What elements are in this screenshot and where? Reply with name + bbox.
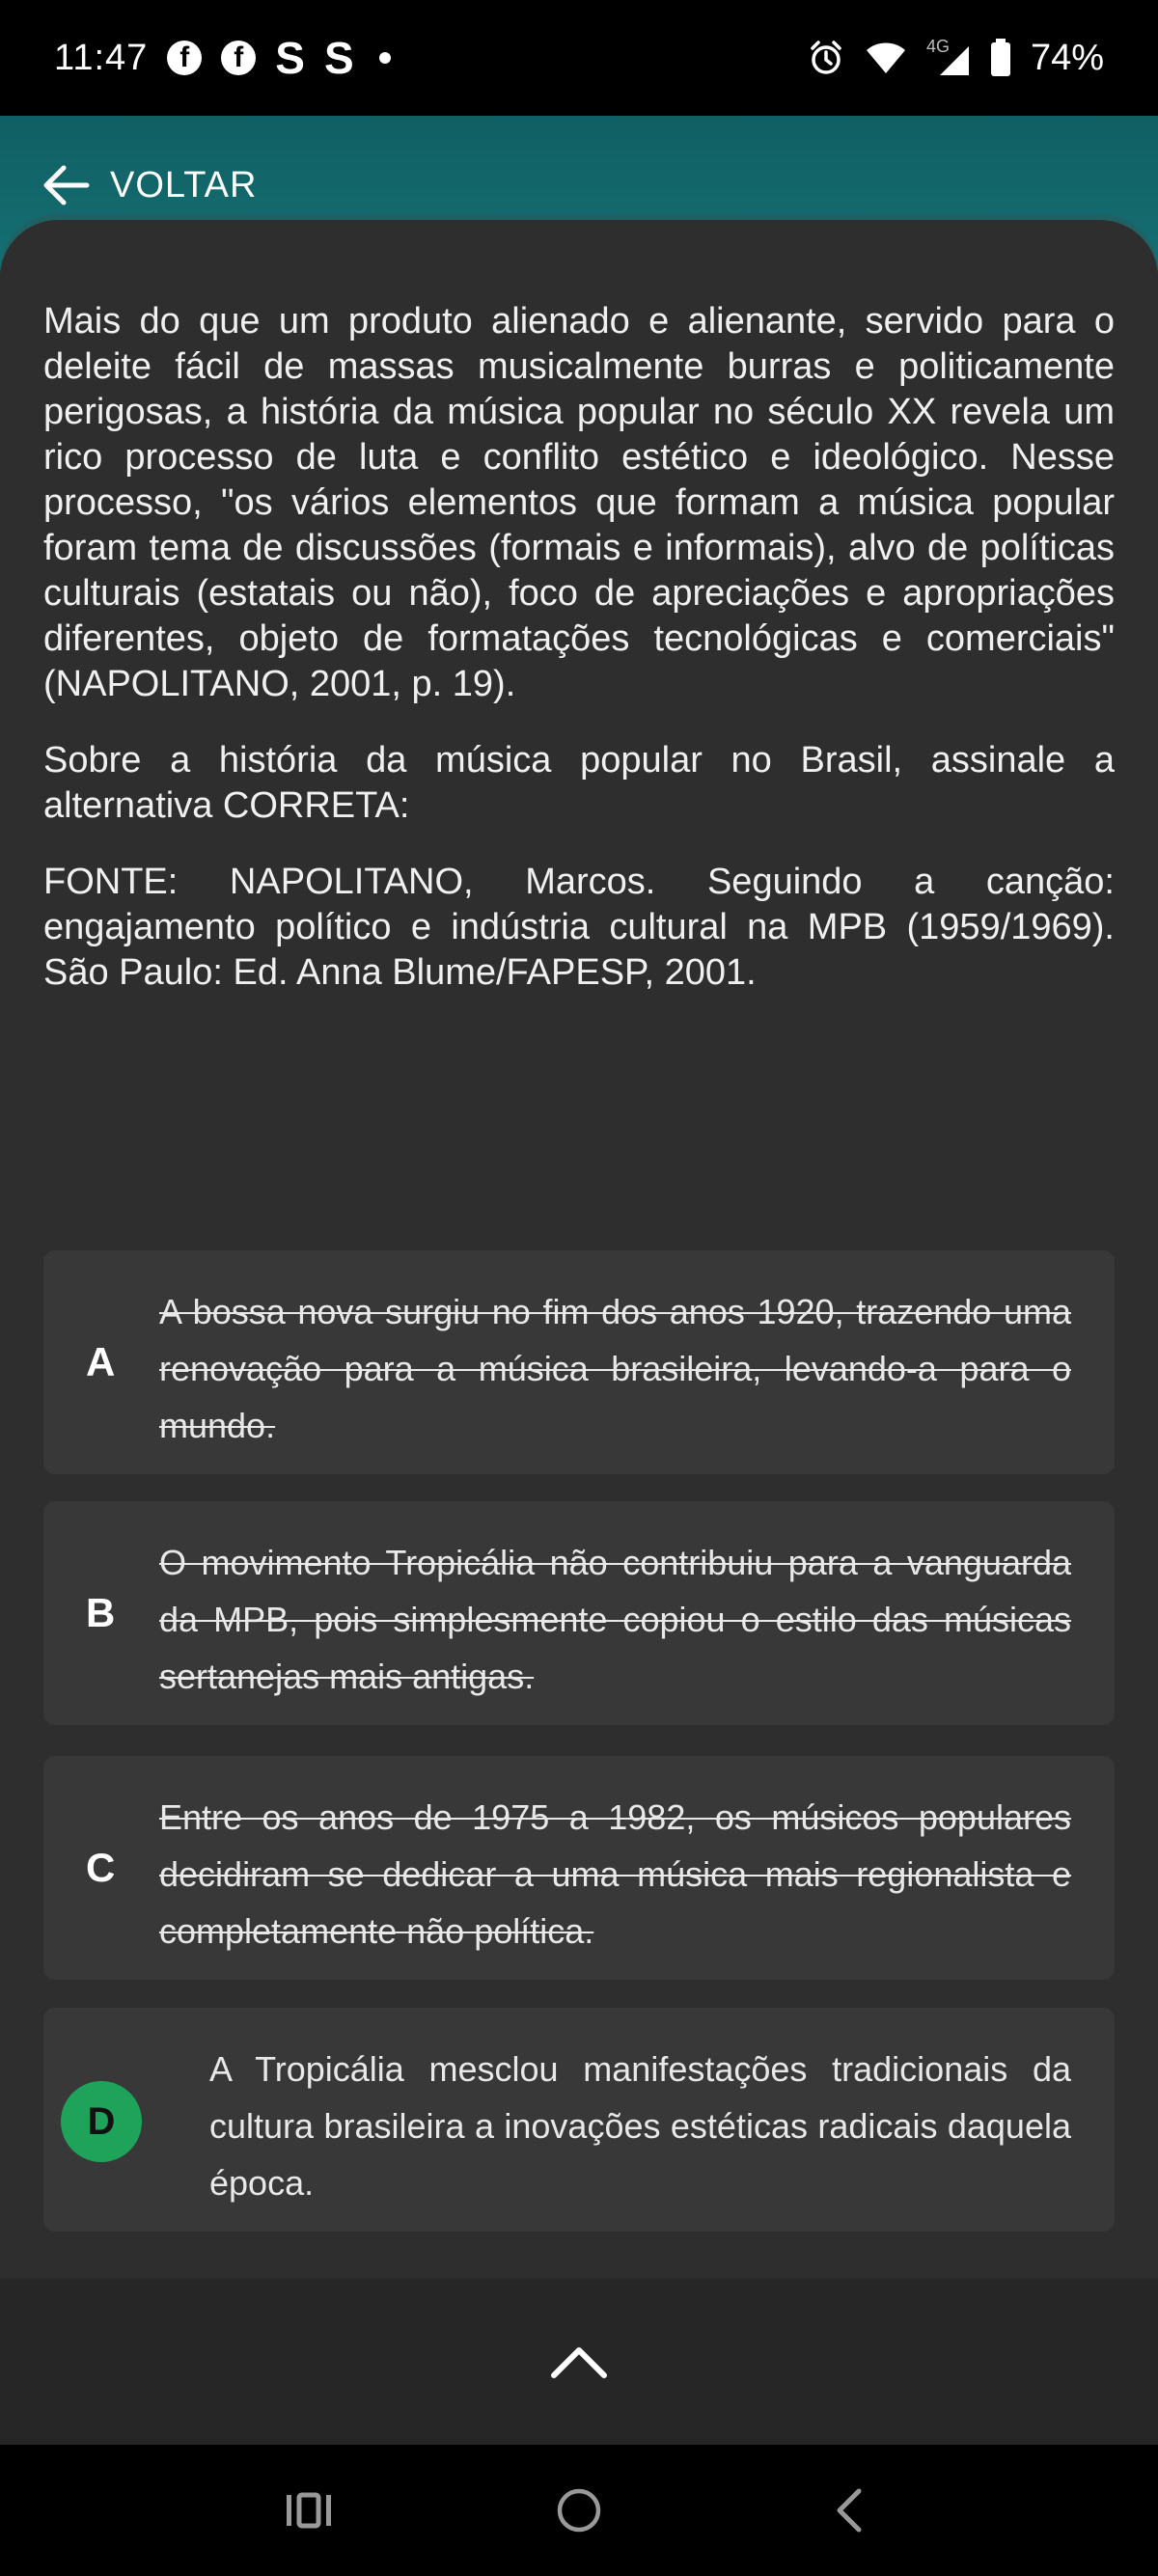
dot-icon [379,52,391,64]
recent-apps-button[interactable] [275,2477,343,2544]
option-letter: A [86,1339,116,1384]
s-app-icon: S [275,33,305,83]
alarm-icon [807,39,845,77]
option-d[interactable] [43,2008,1115,2232]
back-label: VOLTAR [110,164,258,206]
question-source: FONTE: NAPOLITANO, Marcos. Seguindo a canção: engajamento político e indústria cultural na MPB (1959/1969). São Paulo: Ed. Anna Blume/FAPESP, 2001. [43,862,1115,993]
network-type-label: 4G [925,37,950,56]
option-text: A bossa nova surgiu no fim dos anos 1920, trazendo uma renovação para a música brasileira, levando-a para o mundo. [159,1292,1071,1445]
option-c[interactable] [43,1756,1115,1980]
question-prompt: Sobre a história da música popular no Brasil, assinale a alternativa CORRETA: [43,740,1115,826]
option-text: O movimento Tropicália não contribuiu para a vanguarda da MPB, pois simplesmente copiou o estilo das músicas sertanejas mais antigas. [159,1543,1071,1696]
status-time: 11:47 [54,37,149,78]
system-navigation-bar [0,2445,1158,2576]
signal-icon [938,44,971,77]
recent-apps-icon [285,2491,333,2530]
cellular-signal [926,39,971,77]
option-a[interactable] [43,1250,1115,1474]
battery-icon [990,39,1011,77]
home-button[interactable] [545,2477,613,2544]
selected-option-badge: D [61,2081,142,2162]
facebook-icon: f [167,41,202,75]
option-letter: C [86,1845,116,1890]
expand-button[interactable] [540,2323,618,2400]
arrow-left-icon [41,164,91,206]
home-icon [555,2486,603,2535]
chevron-up-icon [550,2344,608,2379]
facebook-icon: f [221,41,256,75]
bottom-bar [0,2279,1158,2445]
chevron-left-icon [830,2486,868,2535]
status-bar [0,0,1158,116]
battery-percentage: 74% [1030,37,1104,78]
content-card-top [0,220,1158,297]
wifi-icon [865,41,907,75]
system-back-button[interactable] [815,2477,883,2544]
option-text: Entre os anos de 1975 a 1982, os músicos populares decidiram se dedicar a uma música mais regionalista e completamente não política. [159,1797,1071,1951]
status-bar-right [807,38,1104,79]
option-text: A Tropicália mesclou manifestações tradicionais da cultura brasileira a inovações estéticas radicais daquela época. [209,2049,1071,2203]
question-paragraph: Mais do que um produto alienado e alienante, servido para o deleite fácil de massas musicalmente burras e politicamente perigosas, a história da música popular no século XX revela um rico processo de luta e conflito estético e ideológico. Nesse processo, "os vários elementos que formam a música popular foram tema de discussões (formais e informais), alvo de políticas culturais (estatais ou não), foco de apreciações e apropriações diferentes, objeto de formatações tecnológicas e comerciais" (NAPOLITANO, 2001, p. 19). [43,301,1115,704]
status-bar-left [54,32,391,84]
question-content [43,299,1115,996]
option-letter: B [86,1590,116,1635]
back-button[interactable] [41,164,257,206]
option-b[interactable] [43,1501,1115,1725]
s-app-icon: S [323,33,354,83]
